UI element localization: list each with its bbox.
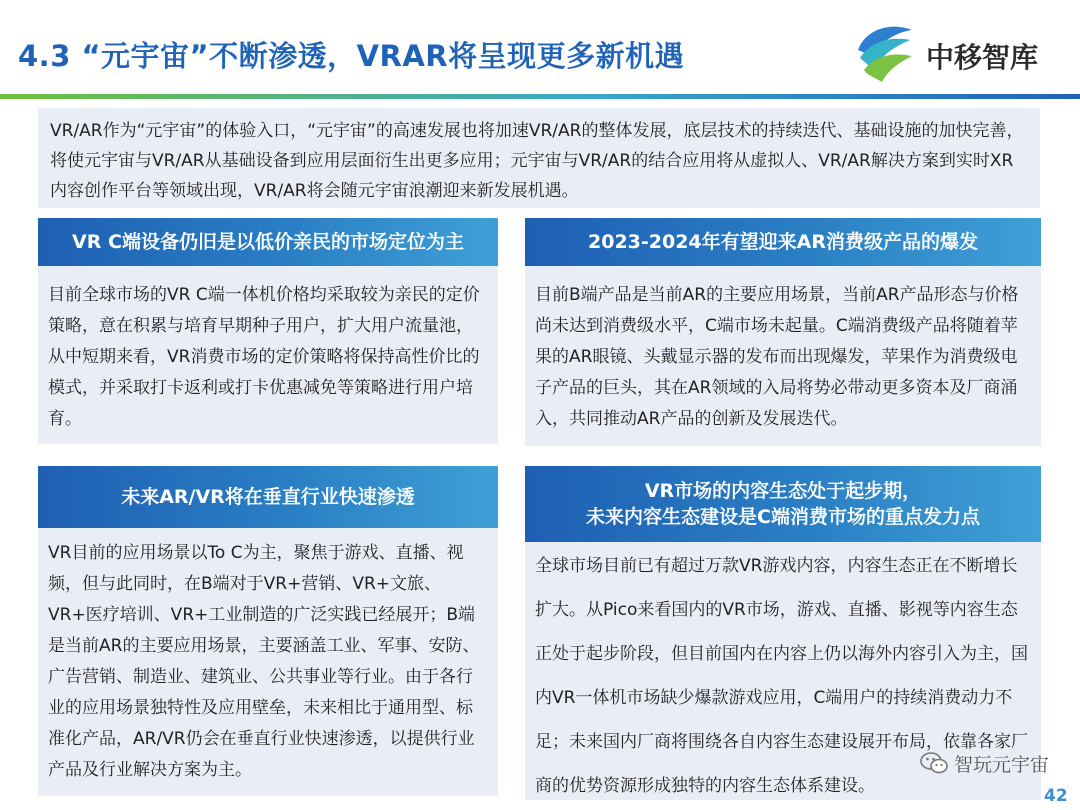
card-body: 目前B端产品是当前AR的主要应用场景，当前AR产品形态与价格尚未达到消费级水平，C端市场未起量。C端消费级产品将随着苹果的AR眼镜、头戴显示器的发布而出现爆发，苹果作为消费级电子产品的巨头，其在AR领域的入局将势必带动更多资本及厂商涌入，共同推动AR产品的创新及发展迭代。 bbox=[525, 266, 1041, 446]
logo-text: 中移智库 bbox=[926, 41, 1039, 74]
card-body: 全球市场目前已有超过万款VR游戏内容，内容生态正在不断增长扩大。从Pico来看国内的VR市场，游戏、直播、影视等内容生态正处于起步阶段，但目前国内在内容上仍以海外内容引入为主，国内VR一体机市场缺少爆款游戏应用，C端用户的持续消费动力不足；未来国内厂商将围绕各自内容生态建设展开布局，依靠各家厂商的优势资源形成独特的内容生态体系建设。 bbox=[525, 542, 1041, 800]
wechat-icon bbox=[920, 751, 948, 775]
card-body: VR目前的应用场景以To C为主，聚焦于游戏、直播、视频，但与此同时，在B端对于VR+营销、VR+文旅、VR+医疗培训、VR+工业制造的广泛实践已经展开；B端是当前AR的主要应用场景，主要涵盖工业、军事、安防、广告营销、制造业、建筑业、公共事业等行业。由于各行业的应用场景独特性及应用壁垒，未来相比于通用型、标准化产品，AR/VR仍会在垂直行业快速渗透，以提供行业产品及行业解决方案为主。 bbox=[38, 528, 498, 796]
source-watermark bbox=[920, 746, 1049, 780]
card-title: 2023-2024年有望迎来AR消费级产品的爆发 bbox=[525, 218, 1041, 266]
card-ar-consumer bbox=[525, 218, 1041, 446]
title-divider bbox=[0, 94, 1080, 99]
brand-logo bbox=[852, 20, 1062, 86]
card-title-line-2: 未来内容生态建设是C端消费市场的重点发力点 bbox=[586, 506, 980, 528]
card-body: 目前全球市场的VR C端一体机价格均采取较为亲民的定价策略，意在积累与培育早期种子用户，扩大用户流量池，从中短期来看，VR消费市场的定价策略将保持高性价比的模式，并采取打卡返利或打卡优惠减免等策略进行用户培育。 bbox=[38, 266, 498, 444]
card-title: VR C端设备仍旧是以低价亲民的市场定位为主 bbox=[38, 218, 498, 266]
watermark-text: 智玩元宇宙 bbox=[954, 753, 1050, 776]
card-title bbox=[525, 466, 1041, 542]
card-vr-pricing bbox=[38, 218, 498, 444]
intro-paragraph: VR/AR作为“元宇宙”的体验入口，“元宇宙”的高速发展也将加速VR/AR的整体发展，底层技术的持续迭代、基础设施的加快完善，将使元宇宙与VR/AR从基础设备到应用层面衍生出更多应用；元宇宙与VR/AR的结合应用将从虚拟人、VR/AR解决方案到实时XR内容创作平台等领域出现，VR/AR将会随元宇宙浪潮迎来新发展机遇。 bbox=[38, 108, 1040, 208]
card-title-line-1: VR市场的内容生态处于起步期， bbox=[644, 480, 922, 502]
page-number: 42 bbox=[1044, 786, 1068, 806]
page-title: 4.3 “元宇宙”不断渗透，VRAR将呈现更多新机遇 bbox=[18, 39, 685, 73]
card-vertical-industry bbox=[38, 466, 498, 796]
card-title: 未来AR/VR将在垂直行业快速渗透 bbox=[38, 466, 498, 528]
leaf-logo-icon bbox=[852, 20, 918, 86]
